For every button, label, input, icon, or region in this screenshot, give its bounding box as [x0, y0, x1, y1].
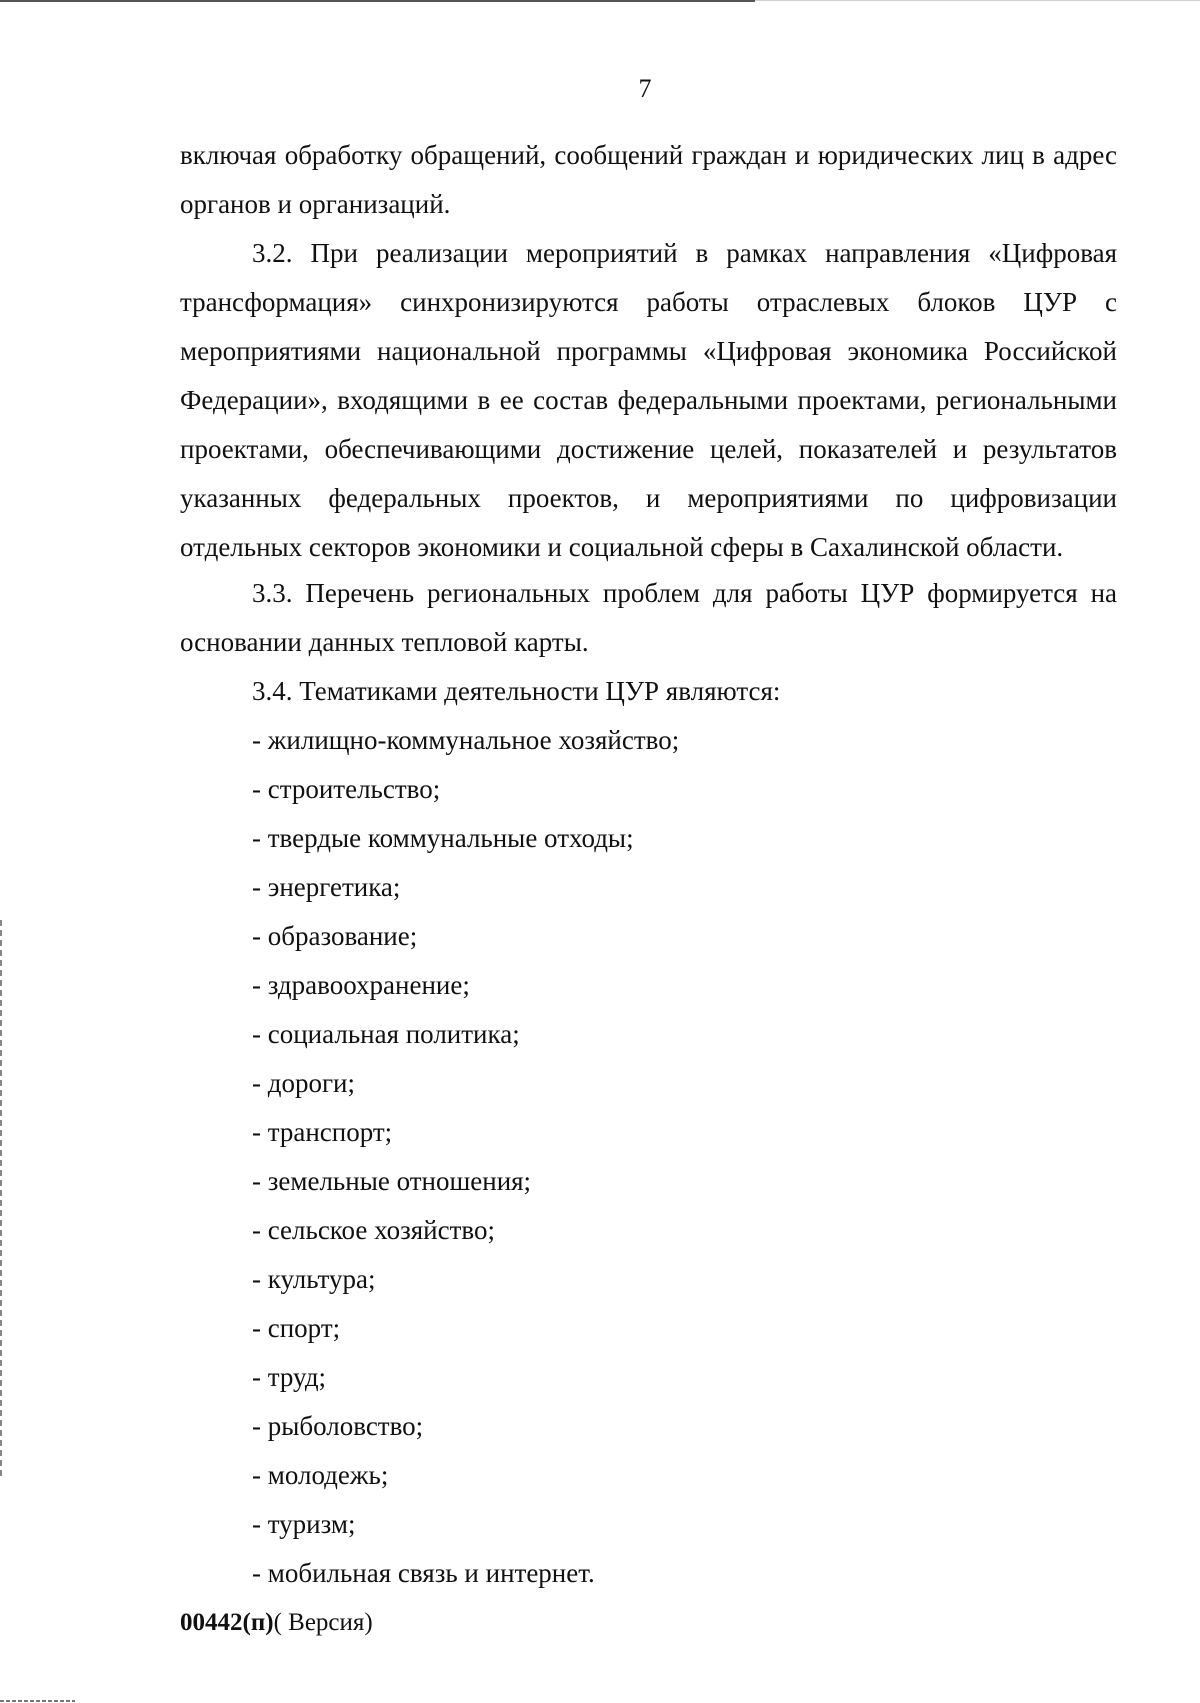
- list-item: - твердые коммунальные отходы;: [252, 823, 634, 853]
- topics-heading: 3.4. Тематиками деятельности ЦУР являются:: [252, 676, 781, 706]
- paragraph-continuation: включая обработку обращений, сообщений граждан и юридических лиц в адрес органов и организаций.: [180, 140, 1117, 219]
- topics-list: [252, 716, 679, 1598]
- list-item: - спорт;: [252, 1313, 341, 1343]
- paragraph-continuation-block: [180, 131, 1117, 229]
- paragraph-3-3-block: [180, 569, 1117, 667]
- list-item: - строительство;: [252, 774, 441, 804]
- list-item: - труд;: [252, 1362, 327, 1392]
- page-number: 7: [638, 74, 652, 103]
- list-item: - дороги;: [252, 1068, 356, 1098]
- document-version: ( Версия): [273, 1609, 373, 1636]
- list-item: - мобильная связь и интернет.: [252, 1558, 595, 1588]
- list-item: - сельское хозяйство;: [252, 1215, 495, 1245]
- paragraph-3-2-block: [180, 229, 1117, 572]
- list-item: - молодежь;: [252, 1460, 389, 1490]
- list-item: - энергетика;: [252, 872, 401, 902]
- list-item: - рыболовство;: [252, 1411, 424, 1441]
- list-item: - здравоохранение;: [252, 970, 470, 1000]
- list-item: - социальная политика;: [252, 1019, 520, 1049]
- scan-left-edge: [0, 920, 2, 1480]
- list-item: - культура;: [252, 1264, 376, 1294]
- list-item: - транспорт;: [252, 1117, 393, 1147]
- paragraph-3-3: 3.3. Перечень региональных проблем для работы ЦУР формируется на основании данных тепловой карты.: [180, 578, 1117, 657]
- top-border-line-faint: [755, 0, 1200, 1]
- scan-bottom-edge: [0, 1700, 75, 1702]
- list-item: - туризм;: [252, 1509, 356, 1539]
- paragraph-3-2: 3.2. При реализации мероприятий в рамках направления «Цифровая трансформация» синхронизируются работы отраслевых блоков ЦУР с мероприятиями национальной программы «Цифровая экономика Российской Федерации», входящими в ее состав федеральными проектами, региональными проектами, обеспечивающими достижение целей, показателей и результатов указанных федеральных проектов, и мероприятиями по цифровизации отдельных секторов экономики и социальной сферы в Сахалинской области.: [180, 238, 1117, 562]
- top-border-line: [0, 0, 755, 2]
- document-code: 00442(п): [180, 1609, 274, 1636]
- list-item: - жилищно-коммунальное хозяйство;: [252, 725, 680, 755]
- document-footer: [180, 1608, 373, 1638]
- list-item: - образование;: [252, 921, 418, 951]
- list-item: - земельные отношения;: [252, 1166, 532, 1196]
